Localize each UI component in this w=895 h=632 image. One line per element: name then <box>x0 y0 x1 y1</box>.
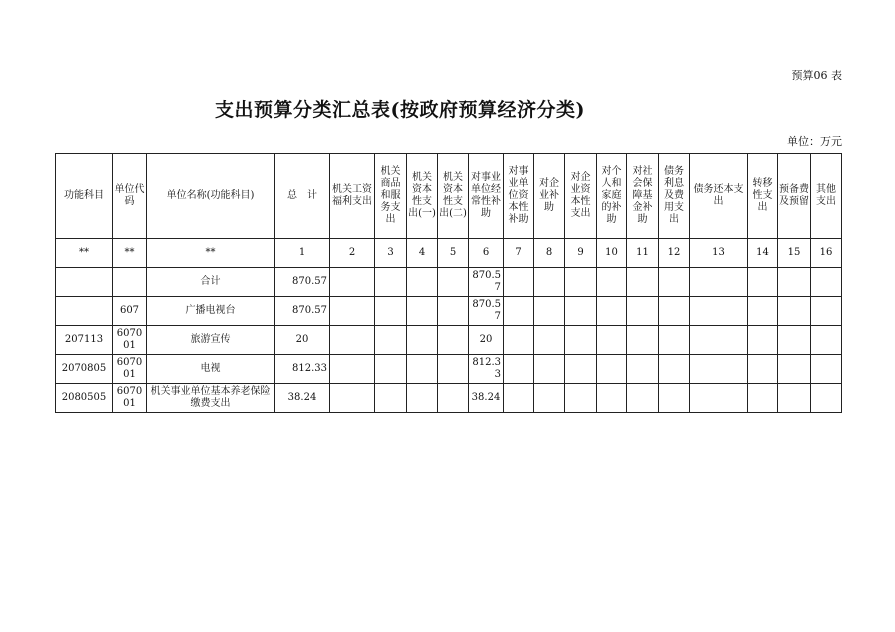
index-cell: 15 <box>778 239 811 268</box>
value-cell <box>597 384 627 413</box>
value-cell <box>565 297 597 326</box>
value-cell <box>659 268 690 297</box>
header-cell: 对企业补助 <box>534 154 565 239</box>
value-cell <box>375 326 407 355</box>
value-cell <box>504 326 534 355</box>
index-cell: 16 <box>811 239 842 268</box>
table-row <box>56 384 842 413</box>
header-cell: 对事业单位资本性补助 <box>504 154 534 239</box>
value-cell: 870.57 <box>469 268 504 297</box>
value-cell <box>778 297 811 326</box>
func-code-cell: 2080505 <box>56 384 113 413</box>
value-cell <box>565 384 597 413</box>
table-row <box>56 297 842 326</box>
value-cell <box>778 326 811 355</box>
value-cell <box>778 384 811 413</box>
index-cell: 8 <box>534 239 565 268</box>
header-cell: 机关商品和服务支出 <box>375 154 407 239</box>
value-cell: 38.24 <box>469 384 504 413</box>
value-cell <box>811 355 842 384</box>
unit-code-cell <box>113 268 147 297</box>
unit-name-cell: 广播电视台 <box>147 297 275 326</box>
value-cell <box>375 355 407 384</box>
value-cell <box>690 297 748 326</box>
header-cell: 债务还本支出 <box>690 154 748 239</box>
value-cell <box>748 384 778 413</box>
value-cell <box>690 384 748 413</box>
value-cell <box>811 384 842 413</box>
header-cell: 对企业资本性支出 <box>565 154 597 239</box>
index-cell: 4 <box>407 239 438 268</box>
value-cell <box>690 326 748 355</box>
value-cell <box>565 268 597 297</box>
value-cell <box>534 355 565 384</box>
total-cell: 38.24 <box>275 384 330 413</box>
value-cell <box>407 355 438 384</box>
header-cell: 对社会保障基金补助 <box>627 154 659 239</box>
value-cell <box>504 384 534 413</box>
header-cell: 机关资本性支出(二) <box>438 154 469 239</box>
value-cell <box>597 355 627 384</box>
value-cell <box>534 297 565 326</box>
value-cell: 870.57 <box>469 297 504 326</box>
index-cell: 14 <box>748 239 778 268</box>
index-cell: 10 <box>597 239 627 268</box>
unit-code-cell: 607 <box>113 297 147 326</box>
total-cell: 20 <box>275 326 330 355</box>
header-cell: 对事业单位经常性补助 <box>469 154 504 239</box>
header-cell: 预备费及预留 <box>778 154 811 239</box>
total-cell: 812.33 <box>275 355 330 384</box>
value-cell <box>565 355 597 384</box>
value-cell <box>690 268 748 297</box>
value-cell <box>659 297 690 326</box>
header-cell: 其他支出 <box>811 154 842 239</box>
header-cell: 债务利息及费用支出 <box>659 154 690 239</box>
index-cell: 13 <box>690 239 748 268</box>
value-cell <box>748 355 778 384</box>
value-cell <box>330 326 375 355</box>
index-cell: 2 <box>330 239 375 268</box>
total-cell: 870.57 <box>275 268 330 297</box>
value-cell <box>330 355 375 384</box>
value-cell <box>407 297 438 326</box>
value-cell <box>565 326 597 355</box>
index-row <box>56 239 842 268</box>
header-cell: 转移性支出 <box>748 154 778 239</box>
form-number: 预算06 表 <box>791 69 842 82</box>
unit-name-cell: 电视 <box>147 355 275 384</box>
value-cell <box>330 297 375 326</box>
value-cell <box>534 384 565 413</box>
value-cell <box>748 326 778 355</box>
value-cell <box>438 384 469 413</box>
unit-name-cell: 旅游宣传 <box>147 326 275 355</box>
value-cell <box>438 268 469 297</box>
value-cell <box>627 326 659 355</box>
value-cell <box>407 384 438 413</box>
table-row <box>56 355 842 384</box>
func-code-cell <box>56 268 113 297</box>
table-row <box>56 268 842 297</box>
index-cell: 6 <box>469 239 504 268</box>
value-cell <box>659 326 690 355</box>
value-cell <box>811 268 842 297</box>
header-cell: 机关资本性支出(一) <box>407 154 438 239</box>
index-cell: 7 <box>504 239 534 268</box>
index-cell: 9 <box>565 239 597 268</box>
header-cell: 功能科目 <box>56 154 113 239</box>
value-cell <box>438 326 469 355</box>
unit-code-cell: 607001 <box>113 355 147 384</box>
index-cell: ** <box>147 239 275 268</box>
value-cell <box>597 326 627 355</box>
func-code-cell <box>56 297 113 326</box>
value-cell <box>811 326 842 355</box>
header-cell: 对个人和家庭的补助 <box>597 154 627 239</box>
value-cell <box>330 384 375 413</box>
value-cell <box>504 355 534 384</box>
value-cell <box>627 268 659 297</box>
value-cell <box>504 268 534 297</box>
header-cell: 单位代码 <box>113 154 147 239</box>
value-cell <box>597 268 627 297</box>
value-cell <box>778 268 811 297</box>
value-cell <box>778 355 811 384</box>
value-cell <box>504 297 534 326</box>
page-title: 支出预算分类汇总表(按政府预算经济分类) <box>215 99 585 121</box>
func-code-cell: 207113 <box>56 326 113 355</box>
unit-code-cell: 607001 <box>113 326 147 355</box>
value-cell <box>407 326 438 355</box>
index-cell: 1 <box>275 239 330 268</box>
value-cell <box>690 355 748 384</box>
index-cell: 3 <box>375 239 407 268</box>
value-cell <box>375 297 407 326</box>
value-cell <box>407 268 438 297</box>
unit-code-cell: 607001 <box>113 384 147 413</box>
header-row <box>56 154 842 239</box>
index-cell: 12 <box>659 239 690 268</box>
value-cell <box>534 326 565 355</box>
value-cell <box>748 268 778 297</box>
value-cell <box>330 268 375 297</box>
value-cell <box>438 355 469 384</box>
value-cell <box>811 297 842 326</box>
value-cell <box>659 384 690 413</box>
value-cell <box>438 297 469 326</box>
index-cell: 5 <box>438 239 469 268</box>
value-cell <box>375 384 407 413</box>
value-cell <box>375 268 407 297</box>
func-code-cell: 2070805 <box>56 355 113 384</box>
value-cell <box>627 297 659 326</box>
header-cell: 机关工资福利支出 <box>330 154 375 239</box>
value-cell <box>534 268 565 297</box>
value-cell: 20 <box>469 326 504 355</box>
value-cell <box>597 297 627 326</box>
total-cell: 870.57 <box>275 297 330 326</box>
value-cell <box>659 355 690 384</box>
value-cell <box>627 355 659 384</box>
index-cell: ** <box>113 239 147 268</box>
value-cell: 812.33 <box>469 355 504 384</box>
unit-name-cell: 合计 <box>147 268 275 297</box>
unit-name-cell: 机关事业单位基本养老保险缴费支出 <box>147 384 275 413</box>
index-cell: ** <box>56 239 113 268</box>
value-cell <box>748 297 778 326</box>
expenditure-table <box>55 153 842 413</box>
index-cell: 11 <box>627 239 659 268</box>
header-cell: 单位名称(功能科目) <box>147 154 275 239</box>
value-cell <box>627 384 659 413</box>
unit-label: 单位：万元 <box>787 135 842 148</box>
header-cell: 总 计 <box>275 154 330 239</box>
table-row <box>56 326 842 355</box>
